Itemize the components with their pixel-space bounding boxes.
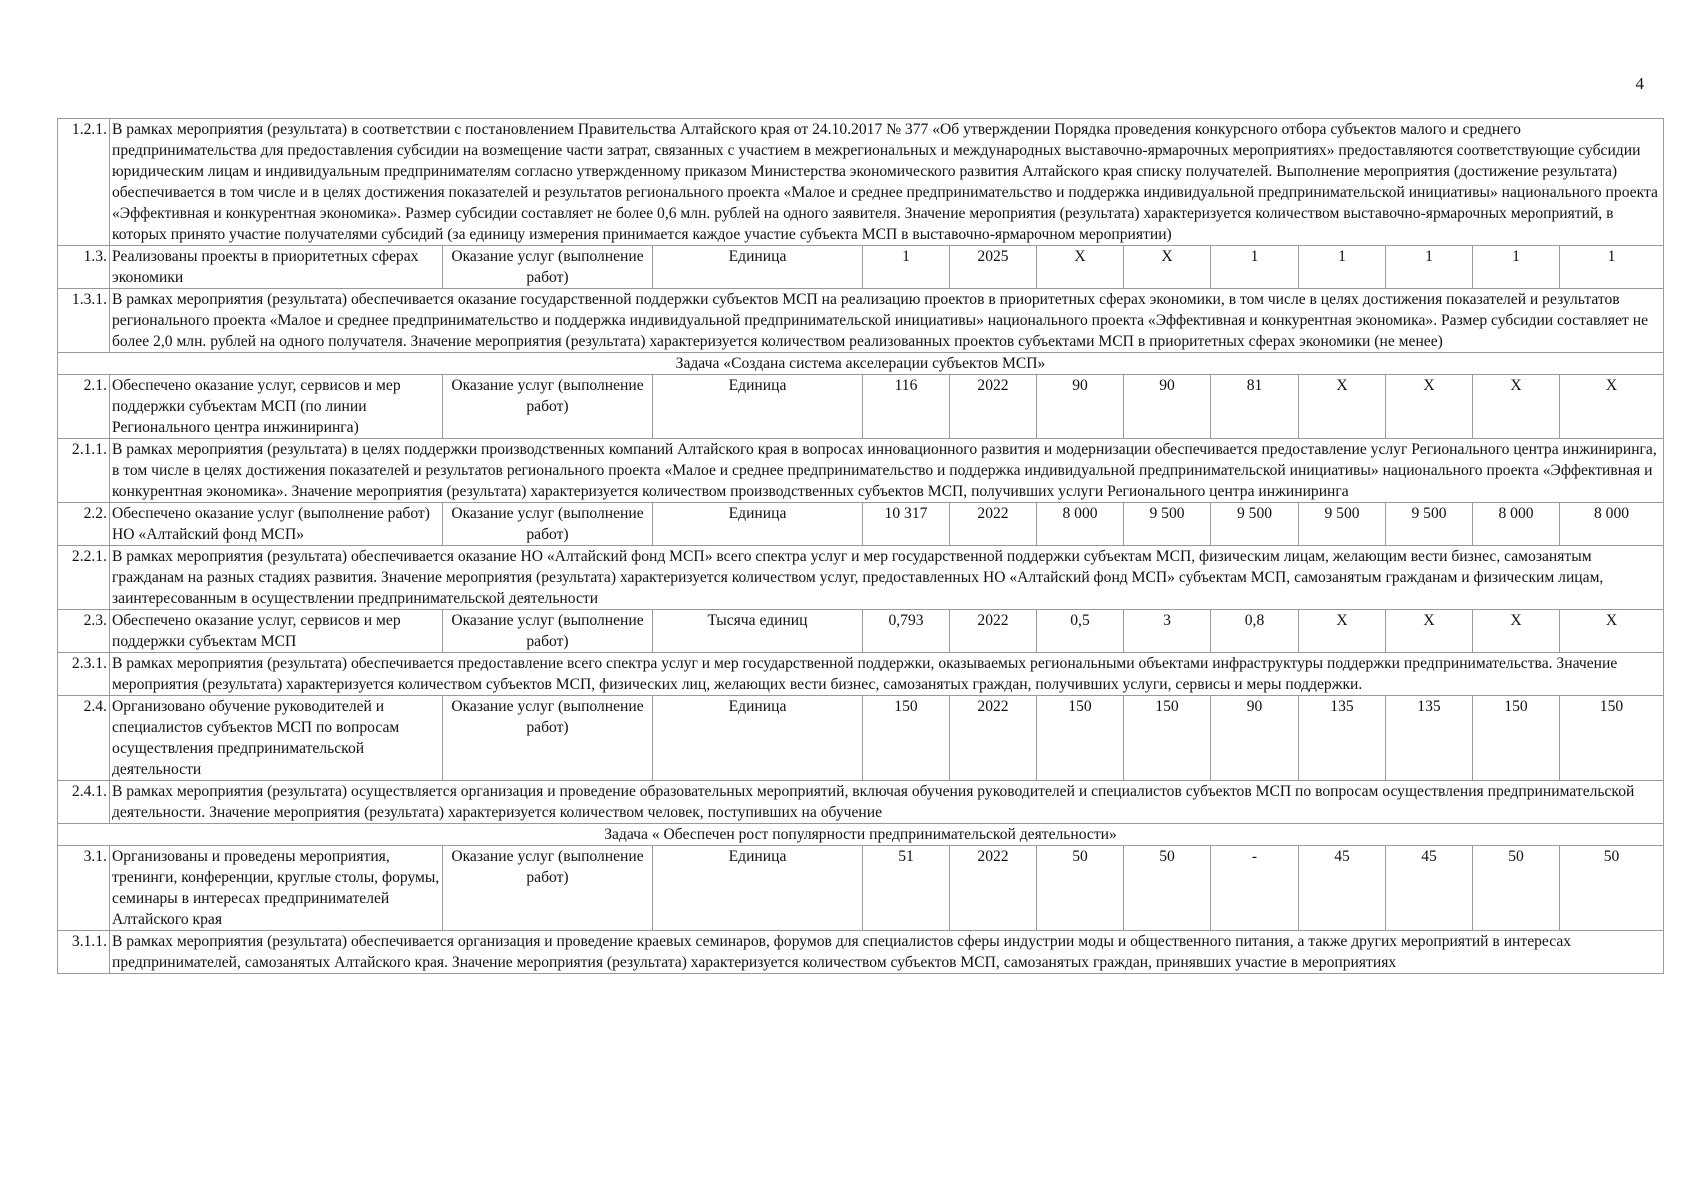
row-number: 2.2. (58, 503, 110, 546)
value-2031: 8 000 (1560, 503, 1664, 546)
value-2028: Х (1299, 610, 1386, 653)
value-2030: Х (1473, 610, 1560, 653)
base-value: 10 317 (863, 503, 950, 546)
row-number: 2.4.1. (58, 781, 110, 824)
description-row (58, 289, 1664, 353)
base-year: 2022 (950, 846, 1037, 931)
description-text: В рамках мероприятия (результата) осуществляется организация и проведение образовательных мероприятий, включая обучения руководителей и специалистов субъектов МСП по вопросам осуществления предпринимательской деятельности. Значение мероприятия (результата) характеризуется количеством человек, поступивших на обучение (110, 781, 1664, 824)
value-2026: 9 500 (1124, 503, 1211, 546)
base-value: 1 (863, 246, 950, 289)
result-name: Реализованы проекты в приоритетных сферах экономики (110, 246, 443, 289)
table-row (58, 375, 1664, 439)
result-type: Оказание услуг (выполнение работ) (443, 610, 653, 653)
base-value: 150 (863, 696, 950, 781)
task-title: Задача «Создана система акселерации субъектов МСП» (58, 353, 1664, 375)
result-name: Обеспечено оказание услуг, сервисов и мер поддержки субъектам МСП (110, 610, 443, 653)
value-2026: 90 (1124, 375, 1211, 439)
measure-unit: Тысяча единиц (653, 610, 863, 653)
table-row (58, 696, 1664, 781)
row-number: 1.3. (58, 246, 110, 289)
value-2028: 45 (1299, 846, 1386, 931)
measure-unit: Единица (653, 696, 863, 781)
value-2028: 1 (1299, 246, 1386, 289)
base-year: 2022 (950, 610, 1037, 653)
value-2027: 90 (1211, 696, 1299, 781)
value-2031: Х (1560, 375, 1664, 439)
result-name: Обеспечено оказание услуг, сервисов и мер поддержки субъектам МСП (по линии Регионального центра инжиниринга) (110, 375, 443, 439)
base-year: 2022 (950, 375, 1037, 439)
row-number: 2.1.1. (58, 439, 110, 503)
value-2029: 1 (1386, 246, 1473, 289)
description-row (58, 546, 1664, 610)
value-2027: 81 (1211, 375, 1299, 439)
row-number: 2.2.1. (58, 546, 110, 610)
result-name: Организовано обучение руководителей и специалистов субъектов МСП по вопросам осуществления предпринимательской деятельности (110, 696, 443, 781)
task-header-row (58, 824, 1664, 846)
base-year: 2025 (950, 246, 1037, 289)
value-2028: 9 500 (1299, 503, 1386, 546)
task-title: Задача « Обеспечен рост популярности предпринимательской деятельности» (58, 824, 1664, 846)
row-number: 2.4. (58, 696, 110, 781)
description-row (58, 781, 1664, 824)
value-2027: 9 500 (1211, 503, 1299, 546)
value-2031: 50 (1560, 846, 1664, 931)
value-2026: Х (1124, 246, 1211, 289)
description-text: В рамках мероприятия (результата) обеспечивается предоставление всего спектра услуг и мер государственной поддержки, оказываемых региональными объектами инфраструктуры поддержки предпринимательства. Значение мероприятия (результата) характеризуется количеством субъектов МСП, физических лиц, желающих вести бизнес, самозанятых граждан, получивших услуги, сервисы и меры поддержки. (110, 653, 1664, 696)
value-2025: 90 (1037, 375, 1124, 439)
row-number: 2.1. (58, 375, 110, 439)
table-row (58, 610, 1664, 653)
row-number: 2.3. (58, 610, 110, 653)
result-type: Оказание услуг (выполнение работ) (443, 375, 653, 439)
value-2025: 0,5 (1037, 610, 1124, 653)
value-2029: 9 500 (1386, 503, 1473, 546)
row-number: 2.3.1. (58, 653, 110, 696)
result-type: Оказание услуг (выполнение работ) (443, 503, 653, 546)
table-body (58, 119, 1664, 974)
value-2027: - (1211, 846, 1299, 931)
value-2027: 0,8 (1211, 610, 1299, 653)
description-text: В рамках мероприятия (результата) обеспечивается оказание государственной поддержки субъектов МСП на реализацию проектов в приоритетных сферах экономики, в том числе в целях достижения показателей и результатов регионального проекта «Малое и среднее предпринимательство и поддержка индивидуальной предпринимательской инициативы» национального проекта «Эффективная и конкурентная экономика». Размер субсидии составляет не более 2,0 млн. рублей на одного получателя. Значение мероприятия (результата) характеризуется количеством реализованных проектов субъектами МСП в приоритетных сферах экономики (не менее) (110, 289, 1664, 353)
description-text: В рамках мероприятия (результата) в целях поддержки производственных компаний Алтайского края в вопросах инновационного развития и модернизации обеспечивается предоставление услуг Регионального центра инжиниринга, в том числе в целях достижения показателей и результатов регионального проекта «Малое и среднее предпринимательство и поддержка индивидуальной предпринимательской инициативы» национального проекта «Эффективная и конкурентная экономика». Значение мероприятия (результата) характеризуется количеством производственных субъектов МСП, получивших услуги Регионального центра инжиниринга (110, 439, 1664, 503)
value-2026: 50 (1124, 846, 1211, 931)
base-year: 2022 (950, 503, 1037, 546)
base-year: 2022 (950, 696, 1037, 781)
value-2031: 150 (1560, 696, 1664, 781)
description-text: В рамках мероприятия (результата) в соответствии с постановлением Правительства Алтайского края от 24.10.2017 № 377 «Об утверждении Порядка проведения конкурсного отбора субъектов малого и среднего предпринимательства для предоставления субсидии на возмещение части затрат, связанных с участием в межрегиональных и международных выставочно-ярмарочных мероприятиях» предоставляются соответствующие субсидии юридическим лицам и индивидуальным предпринимателям согласно утвержденному приказом Министерства экономического развития Алтайского края списку получателей. Выполнение мероприятия (достижение результата) обеспечивается в том числе и в целях достижения показателей и результатов регионального проекта «Малое и среднее предпринимательство и поддержка индивидуальной предпринимательской инициативы» национального проекта «Эффективная и конкурентная экономика». Размер субсидии составляет не более 0,6 млн. рублей на одного заявителя. Значение мероприятия (результата) характеризуется количеством выставочно-ярмарочных мероприятий, в которых принято участие получателями субсидий (за единицу измерения принимается каждое участие субъекта МСП в выставочно-ярмарочном мероприятии) (110, 119, 1664, 246)
value-2030: 1 (1473, 246, 1560, 289)
value-2029: Х (1386, 375, 1473, 439)
description-row (58, 119, 1664, 246)
measure-unit: Единица (653, 503, 863, 546)
row-number: 3.1.1. (58, 931, 110, 974)
value-2025: 50 (1037, 846, 1124, 931)
base-value: 51 (863, 846, 950, 931)
measure-unit: Единица (653, 246, 863, 289)
value-2025: 8 000 (1037, 503, 1124, 546)
value-2028: 135 (1299, 696, 1386, 781)
value-2030: 8 000 (1473, 503, 1560, 546)
description-row (58, 439, 1664, 503)
result-type: Оказание услуг (выполнение работ) (443, 696, 653, 781)
page-number: 4 (1635, 74, 1644, 93)
measure-unit: Единица (653, 375, 863, 439)
table-row (58, 846, 1664, 931)
table-row (58, 246, 1664, 289)
result-type: Оказание услуг (выполнение работ) (443, 246, 653, 289)
table-row (58, 503, 1664, 546)
value-2030: Х (1473, 375, 1560, 439)
value-2029: 45 (1386, 846, 1473, 931)
value-2026: 150 (1124, 696, 1211, 781)
task-header-row (58, 353, 1664, 375)
base-value: 116 (863, 375, 950, 439)
result-name: Обеспечено оказание услуг (выполнение работ) НО «Алтайский фонд МСП» (110, 503, 443, 546)
value-2030: 50 (1473, 846, 1560, 931)
value-2031: Х (1560, 610, 1664, 653)
value-2026: 3 (1124, 610, 1211, 653)
value-2029: Х (1386, 610, 1473, 653)
measure-unit: Единица (653, 846, 863, 931)
row-number: 1.2.1. (58, 119, 110, 246)
value-2031: 1 (1560, 246, 1664, 289)
description-text: В рамках мероприятия (результата) обеспечивается организация и проведение краевых семинаров, форумов для специалистов сферы индустрии моды и общественного питания, а также других мероприятий в интересах предпринимателей, самозанятых Алтайского края. Значение мероприятия (результата) характеризуется количеством субъектов МСП, самозанятых граждан, принявших участие в мероприятиях (110, 931, 1664, 974)
description-row (58, 653, 1664, 696)
value-2030: 150 (1473, 696, 1560, 781)
value-2029: 135 (1386, 696, 1473, 781)
measures-table (57, 118, 1664, 974)
description-text: В рамках мероприятия (результата) обеспечивается оказание НО «Алтайский фонд МСП» всего спектра услуг и мер государственной поддержки субъектам МСП, физическим лицам, желающим вести бизнес, самозанятым гражданам на разных стадиях развития. Значение мероприятия (результата) характеризуется количеством услуг, предоставленных НО «Алтайский фонд МСП» субъектам МСП, самозанятым гражданам и физическим лицам, заинтересованным в осуществлении предпринимательской деятельности (110, 546, 1664, 610)
value-2025: 150 (1037, 696, 1124, 781)
description-row (58, 931, 1664, 974)
result-name: Организованы и проведены мероприятия, тренинги, конференции, круглые столы, форумы, семинары в интересах предпринимателей Алтайского края (110, 846, 443, 931)
base-value: 0,793 (863, 610, 950, 653)
row-number: 3.1. (58, 846, 110, 931)
result-type: Оказание услуг (выполнение работ) (443, 846, 653, 931)
value-2028: Х (1299, 375, 1386, 439)
value-2025: Х (1037, 246, 1124, 289)
row-number: 1.3.1. (58, 289, 110, 353)
value-2027: 1 (1211, 246, 1299, 289)
